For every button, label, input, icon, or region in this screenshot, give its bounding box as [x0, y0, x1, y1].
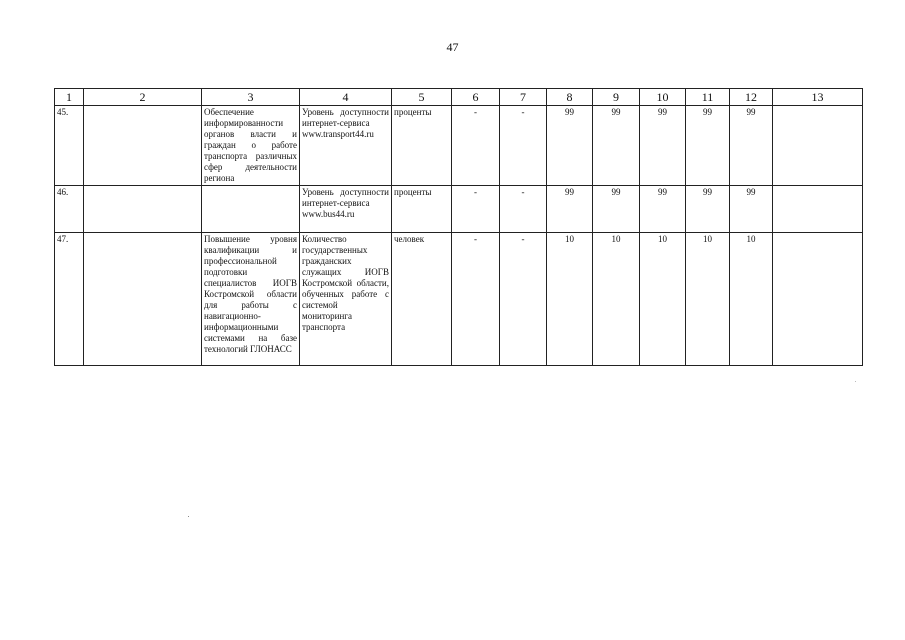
cell-indicator: Уровень доступности интернет-сервиса www.transport44.ru — [300, 106, 392, 186]
cell-col7: - — [500, 186, 547, 233]
cell-col9: 99 — [593, 186, 640, 233]
column-header: 11 — [686, 89, 730, 106]
column-header: 4 — [300, 89, 392, 106]
cell-col6: - — [452, 233, 500, 366]
cell-unit: проценты — [392, 106, 452, 186]
cell-unit: человек — [392, 233, 452, 366]
cell-col9: 10 — [593, 233, 640, 366]
cell-col8: 99 — [547, 186, 593, 233]
column-header: 5 — [392, 89, 452, 106]
cell-col11: 99 — [686, 186, 730, 233]
cell-indicator: Количество государственных гражданских служащих ИОГВ Костромской области, обученных работе с системой мониторинга транспорта — [300, 233, 392, 366]
cell-col7: - — [500, 106, 547, 186]
cell-col7: - — [500, 233, 547, 366]
column-header: 12 — [730, 89, 773, 106]
column-header: 2 — [84, 89, 202, 106]
cell-col10: 99 — [640, 106, 686, 186]
cell-event: Повышение уровня квалификации и профессиональной подготовки специалистов ИОГВ Костромской области для работы с навигационно-информационными системами на базе технологий ГЛОНАСС — [202, 233, 300, 366]
cell-col2 — [84, 186, 202, 233]
table-row — [55, 106, 863, 186]
column-header: 9 — [593, 89, 640, 106]
row-number: 46. — [55, 186, 84, 233]
column-header: 3 — [202, 89, 300, 106]
cell-col12: 10 — [730, 233, 773, 366]
column-header: 8 — [547, 89, 593, 106]
cell-col10: 10 — [640, 233, 686, 366]
header-row — [55, 89, 863, 106]
cell-col6: - — [452, 186, 500, 233]
cell-col9: 99 — [593, 106, 640, 186]
column-header: 7 — [500, 89, 547, 106]
cell-col13 — [773, 106, 863, 186]
column-header: 10 — [640, 89, 686, 106]
cell-event — [202, 186, 300, 233]
column-header: 6 — [452, 89, 500, 106]
cell-col2 — [84, 233, 202, 366]
cell-col12: 99 — [730, 186, 773, 233]
row-number: 47. — [55, 233, 84, 366]
cell-col8: 10 — [547, 233, 593, 366]
scan-speck — [188, 516, 189, 517]
cell-col11: 99 — [686, 106, 730, 186]
row-number: 45. — [55, 106, 84, 186]
cell-col12: 99 — [730, 106, 773, 186]
cell-indicator: Уровень доступности интернет-сервиса www.bus44.ru — [300, 186, 392, 233]
cell-col8: 99 — [547, 106, 593, 186]
page-number: 47 — [446, 40, 459, 54]
indicators-table — [54, 88, 863, 366]
cell-event: Обеспечение информированности органов власти и граждан о работе транспорта различных сфер деятельности региона — [202, 106, 300, 186]
column-header: 13 — [773, 89, 863, 106]
cell-col6: - — [452, 106, 500, 186]
cell-col11: 10 — [686, 233, 730, 366]
column-header: 1 — [55, 89, 84, 106]
cell-col13 — [773, 233, 863, 366]
table-row — [55, 233, 863, 366]
scan-speck — [855, 381, 856, 382]
cell-unit: проценты — [392, 186, 452, 233]
cell-col10: 99 — [640, 186, 686, 233]
cell-col13 — [773, 186, 863, 233]
table-row — [55, 186, 863, 233]
cell-col2 — [84, 106, 202, 186]
